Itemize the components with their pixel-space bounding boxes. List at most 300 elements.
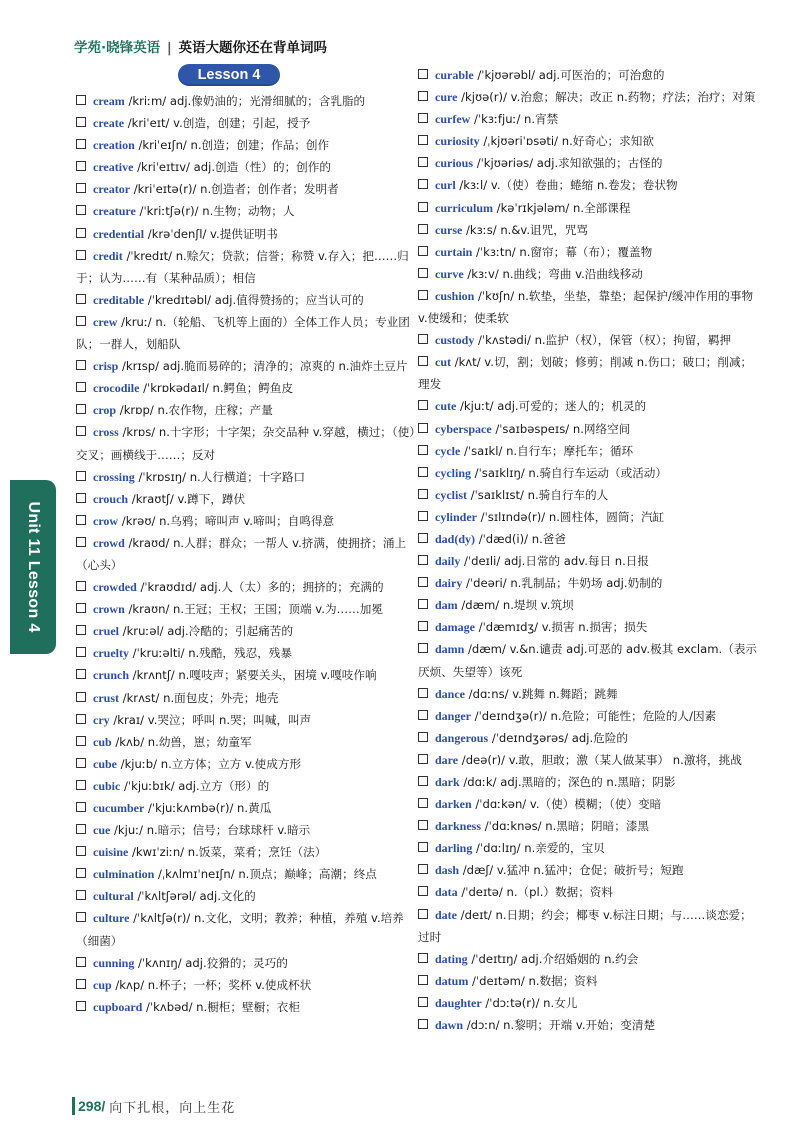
vocab-definition: /kriˈeɪtə(r)/ n.创造者；创作者；发明者 [130, 182, 339, 197]
vocab-word: crop [93, 403, 117, 418]
vocab-word: data [435, 885, 458, 900]
checkbox-icon[interactable] [76, 117, 86, 127]
vocab-word: cushion [435, 288, 475, 303]
checkbox-icon[interactable] [418, 423, 428, 433]
vocab-definition: /kruː/ n.（轮船、飞机等上面的）全体工作人员；专业团队；一群人，划船队 [76, 314, 410, 352]
vocab-entry [418, 638, 760, 682]
checkbox-icon[interactable] [76, 183, 86, 193]
vocab-definition: /kʌp/ n.杯子；一杯；奖杯 v.使成杯状 [111, 977, 312, 992]
vocab-definition: /ˈkjʊəriəs/ adj.求知欲强的；古怪的 [473, 156, 663, 171]
vocab-entry [418, 904, 760, 948]
checkbox-icon[interactable] [76, 846, 86, 856]
vocab-word: cute [435, 399, 457, 414]
checkbox-icon[interactable] [418, 820, 428, 830]
vocab-definition: /ˈkjuːbɪk/ adj.立方（形）的 [120, 778, 270, 793]
checkbox-icon[interactable] [418, 798, 428, 808]
checkbox-icon[interactable] [76, 581, 86, 591]
vocab-entry [76, 753, 418, 775]
checkbox-icon[interactable] [418, 909, 428, 919]
vocab-word: curtain [435, 244, 473, 259]
vocab-word: datum [435, 973, 469, 988]
vocab-entry [76, 200, 418, 222]
vocab-word: crowd [93, 535, 125, 550]
vocab-definition: /kriˈeɪʃn/ n.创造；创建；作品；创作 [134, 138, 330, 153]
vocab-entry [418, 749, 760, 771]
vocab-definition: /krɒp/ n.农作物，庄稼；产量 [116, 403, 273, 418]
vocab-definition: /kwɪˈziːn/ n.饭菜，菜肴；烹饪（法） [128, 845, 327, 860]
checkbox-icon[interactable] [76, 426, 86, 436]
vocab-definition: /kɜːv/ n.曲线；弯曲 v.沿曲线移动 [463, 266, 643, 281]
vocab-definition: /ˈkʌltʃə(r)/ n.文化，文明；教养；种植，养殖 v.培养（细菌） [76, 911, 404, 948]
checkbox-icon[interactable] [418, 157, 428, 167]
vocab-definition: /ˈdeɪndʒə(r)/ n.危险；可能性；危险的人/因素 [471, 708, 717, 723]
vocab-definition: /kʌb/ n.幼兽，崽；幼童军 [111, 734, 252, 749]
vocab-entry [418, 64, 760, 86]
checkbox-icon[interactable] [418, 997, 428, 1007]
checkbox-icon[interactable] [76, 736, 86, 746]
vocab-word: cylinder [435, 509, 477, 524]
vocab-definition: /krɒs/ n.十字形；十字架；杂交品种 v.穿越，横过；（使）交叉；画横线于……；反对 [76, 425, 416, 462]
checkbox-icon[interactable] [418, 1019, 428, 1029]
vocab-word: create [93, 116, 125, 131]
checkbox-icon[interactable] [418, 246, 428, 256]
vocab-word: darken [435, 797, 472, 812]
checkbox-icon[interactable] [418, 400, 428, 410]
vocab-entry [418, 130, 760, 152]
vocab-entry [76, 532, 418, 576]
vocab-entry [418, 837, 760, 859]
checkbox-icon[interactable] [418, 533, 428, 543]
vocab-entry [76, 642, 418, 664]
vocab-entry [76, 952, 418, 974]
vocab-entry [418, 484, 760, 506]
vocab-definition: /ˈkrɒkədaɪl/ n.鳄鱼；鳄鱼皮 [139, 381, 294, 396]
vocab-definition: /ˈkjuːkʌmbə(r)/ n.黄瓜 [144, 801, 272, 815]
vocab-entry [418, 771, 760, 793]
checkbox-icon[interactable] [76, 228, 86, 238]
vocab-word: cruel [93, 624, 119, 639]
vocab-entry [76, 797, 418, 819]
vocab-definition: /ˈkredɪtəbl/ adj.值得赞扬的；应当认可的 [144, 292, 364, 307]
vocab-entry [76, 90, 418, 112]
checkbox-icon[interactable] [418, 864, 428, 874]
vocab-definition: /ˈkʌstədi/ n.监护（权），保管（权）；拘留，羁押 [474, 333, 732, 348]
vocab-word: credential [93, 226, 145, 241]
vocab-definition: /ˈsɪlɪndə(r)/ n.圆柱体，圆筒；汽缸 [477, 509, 665, 524]
checkbox-icon[interactable] [418, 179, 428, 189]
vocab-definition: /dɑːns/ v.跳舞 n.舞蹈；跳舞 [465, 686, 618, 701]
vocab-entry [76, 819, 418, 841]
vocab-entry [76, 488, 418, 510]
vocab-word: dark [435, 775, 460, 789]
vocab-entry [418, 594, 760, 616]
vocab-word: cry [93, 712, 110, 727]
vocab-definition: /ˈdɑːlɪŋ/ n.亲爱的，宝贝 [472, 841, 605, 856]
word-list-left-column [76, 90, 418, 1018]
vocab-definition: /ˈdeɪndʒərəs/ adj.危险的 [488, 730, 628, 745]
vocab-definition: /ˈdɔːtə(r)/ n.女儿 [481, 995, 578, 1010]
checkbox-icon[interactable] [76, 537, 86, 547]
vocab-word: dash [435, 863, 460, 878]
checkbox-icon[interactable] [76, 294, 86, 304]
vocab-word: darling [435, 841, 473, 856]
vocab-word: cyberspace [435, 421, 492, 436]
vocab-word: dairy [435, 576, 463, 591]
checkbox-icon[interactable] [76, 139, 86, 149]
vocab-word: crow [93, 513, 119, 528]
vocab-entry [418, 572, 760, 594]
vocab-word: crust [93, 690, 119, 705]
vocab-entry [76, 974, 418, 996]
vocab-definition: /kɜːs/ n.&v.诅咒，咒骂 [462, 222, 589, 237]
checkbox-icon[interactable] [76, 890, 86, 900]
vocab-entry [76, 377, 418, 399]
vocab-definition: /dæm/ v.&n.谴责 adj.可恶的 adv.极其 exclam.（表示厌烦、失望等）该死 [418, 642, 758, 679]
vocab-entry [76, 355, 418, 377]
vocab-entry [76, 421, 418, 465]
vocab-word: creative [93, 160, 134, 175]
vocab-definition: /dæʃ/ v.猛冲 n.猛冲；仓促；破折号；短跑 [459, 863, 684, 878]
vocab-word: danger [435, 708, 471, 723]
vocab-entry [76, 731, 418, 753]
vocab-entry [418, 528, 760, 550]
vocab-entry [76, 996, 418, 1018]
vocab-definition: /ˈsaɪkl/ n.自行车；摩托车；循环 [460, 443, 634, 458]
vocab-definition: /kriːm/ adj.像奶油的；光滑细腻的；含乳脂的 [124, 94, 366, 108]
checkbox-icon[interactable] [76, 515, 86, 525]
vocab-word: cube [93, 756, 117, 771]
page-footer [72, 1094, 235, 1118]
vocab-word: crew [93, 314, 118, 329]
vocab-definition: /ˌkjʊəriˈɒsəti/ n.好奇心；求知欲 [479, 134, 654, 149]
vocab-entry [76, 664, 418, 686]
checkbox-icon[interactable] [418, 621, 428, 631]
checkbox-icon[interactable] [418, 268, 428, 278]
vocab-definition: /deə(r)/ v.敢，胆敢；激（某人做某事） n.激将，挑战 [458, 752, 742, 767]
vocab-word: curse [435, 222, 463, 237]
checkbox-icon[interactable] [418, 754, 428, 764]
vocab-entry [418, 705, 760, 727]
vocab-word: crossing [93, 469, 135, 484]
checkbox-icon[interactable] [76, 625, 86, 635]
checkbox-icon[interactable] [418, 467, 428, 477]
vocab-word: crouch [93, 491, 129, 506]
vocab-definition: /kraʊtʃ/ v.蹲下，蹲伏 [128, 491, 246, 506]
vocab-word: curable [435, 68, 474, 82]
vocab-definition: /kruːəl/ adj.冷酷的；引起痛苦的 [119, 624, 293, 639]
vocab-word: cyclist [435, 487, 467, 502]
checkbox-icon[interactable] [76, 957, 86, 967]
vocab-entry [76, 687, 418, 709]
header-separator: | [166, 40, 172, 56]
vocab-definition: /ˈkʌltʃərəl/ adj.文化的 [133, 889, 256, 904]
vocab-word: dangerous [435, 730, 489, 745]
checkbox-icon[interactable] [76, 161, 86, 171]
vocab-entry [418, 86, 760, 108]
vocab-definition: /kraɪ/ v.哭泣；呼叫 n.哭；叫喊，叫声 [109, 712, 312, 727]
checkbox-icon[interactable] [418, 69, 428, 79]
vocab-definition: /krəˈdenʃl/ v.提供证明书 [144, 226, 278, 241]
vocab-entry [76, 245, 418, 289]
checkbox-icon[interactable] [418, 577, 428, 587]
vocab-entry [418, 616, 760, 638]
vocab-word: crowded [93, 580, 137, 595]
checkbox-icon[interactable] [76, 316, 86, 326]
vocab-entry [418, 970, 760, 992]
vocab-entry [76, 178, 418, 200]
vocab-definition: /krʌst/ n.面包皮；外壳；地壳 [119, 690, 279, 705]
brand-name: 学苑·晓锋英语 [74, 40, 161, 56]
checkbox-icon[interactable] [418, 975, 428, 985]
page-number-slash: / [101, 1098, 106, 1114]
vocab-entry [76, 709, 418, 731]
checkbox-icon[interactable] [76, 404, 86, 414]
vocab-entry [418, 1014, 760, 1036]
vocab-entry [418, 351, 760, 395]
vocab-entry [418, 329, 760, 351]
header-title: 英语大题你还在背单词吗 [178, 40, 327, 56]
checkbox-icon[interactable] [418, 842, 428, 852]
checkbox-icon[interactable] [418, 91, 428, 101]
vocab-entry [418, 992, 760, 1014]
checkbox-icon[interactable] [76, 647, 86, 657]
vocab-definition: /ˈsaɪklɪŋ/ n.骑自行车运动（或活动） [471, 465, 667, 480]
vocab-definition: /ˌkʌlmɪˈneɪʃn/ n.顶点；巅峰；高潮；终点 [154, 867, 377, 882]
vocab-word: damage [435, 620, 475, 635]
vocab-definition: /kjuːb/ n.立方体；立方 v.使成方形 [117, 756, 302, 771]
vocab-definition: /ˈkriːtʃə(r)/ n.生物；动物；人 [135, 204, 295, 219]
vocab-word: cubic [93, 778, 121, 793]
vocab-word: curfew [435, 112, 471, 127]
vocab-definition: /ˈdeɪtəm/ n.数据；资料 [468, 973, 598, 988]
vocab-word: dating [435, 951, 468, 966]
vocab-word: dam [435, 598, 458, 613]
checkbox-icon[interactable] [418, 555, 428, 565]
vocab-entry [418, 815, 760, 837]
vocab-word: cross [93, 425, 119, 440]
vocab-definition: /ˈdæd(i)/ n.爸爸 [475, 531, 566, 546]
checkbox-icon[interactable] [76, 250, 86, 260]
vocab-word: cruelty [93, 646, 129, 661]
vocab-entry [418, 108, 760, 130]
vocab-word: cue [93, 823, 111, 838]
vocab-definition: /dɔːn/ n.黎明；开端 v.开始；变清楚 [463, 1018, 656, 1033]
checkbox-icon[interactable] [418, 489, 428, 499]
checkbox-icon[interactable] [76, 824, 86, 834]
vocab-definition: /ˈdɑːkən/ v.（使）模糊；（使）变暗 [471, 797, 662, 812]
vocab-definition: /ˈdeɪtɪŋ/ adj.介绍婚姻的 n.约会 [467, 951, 639, 966]
vocab-entry [418, 793, 760, 815]
vocab-definition: /krɪsp/ adj.脆而易碎的；清净的；凉爽的 n.油炸土豆片 [118, 359, 408, 374]
vocab-definition: /kʌt/ v.切，割；划破；修剪；削减 n.伤口；破口；削减；理发 [418, 355, 753, 392]
vocab-word: cupboard [93, 999, 143, 1014]
checkbox-icon[interactable] [76, 603, 86, 613]
vocab-word: custody [435, 333, 475, 348]
vocab-definition: /ˈdɑːknəs/ n.黑暗；阴暗；漆黑 [481, 819, 650, 834]
vocab-entry [418, 395, 760, 417]
vocab-definition: /dæm/ n.堤坝 v.筑坝 [457, 598, 574, 613]
vocab-entry [76, 156, 418, 178]
vocab-entry [418, 881, 760, 903]
checkbox-icon[interactable] [418, 688, 428, 698]
vocab-word: cycling [435, 465, 471, 480]
vocab-word: cunning [93, 955, 135, 970]
checkbox-icon[interactable] [76, 912, 86, 922]
vocab-word: cure [435, 90, 458, 105]
vocab-definition: /ˈkraʊdɪd/ adj.人（太）多的；拥挤的；充满的 [136, 580, 384, 595]
vocab-word: cut [435, 355, 451, 370]
vocab-definition: /ˈsaɪklɪst/ n.骑自行车的人 [467, 487, 609, 502]
vocab-entry [418, 440, 760, 462]
vocab-definition: /ˈkjʊərəbl/ adj.可医治的；可治愈的 [473, 68, 665, 82]
checkbox-icon[interactable] [76, 692, 86, 702]
vocab-entry [76, 863, 418, 885]
vocab-definition: /kjʊə(r)/ v.治愈；解决；改正 n.药物；疗法；治疗；对策 [457, 90, 756, 105]
vocab-word: creditable [93, 292, 145, 307]
checkbox-icon[interactable] [418, 599, 428, 609]
vocab-entry [418, 859, 760, 881]
vocab-definition: /kəˈrɪkjələm/ n.全部课程 [493, 200, 631, 215]
checkbox-icon[interactable] [418, 511, 428, 521]
vocab-definition: /krʌntʃ/ n.嘎吱声；紧要关头，困境 v.嘎吱作响 [129, 668, 377, 683]
vocab-word: dance [435, 686, 465, 701]
checkbox-icon[interactable] [418, 356, 428, 366]
vocab-entry [418, 418, 760, 440]
lesson-label: Lesson 4 [178, 64, 280, 86]
vocab-word: culmination [93, 867, 155, 882]
vocab-definition: /krəʊ/ n.乌鸦；啼叫声 v.啼叫；自鸣得意 [118, 513, 335, 528]
checkbox-icon[interactable] [76, 360, 86, 370]
word-list-right-column [418, 64, 760, 1036]
checkbox-icon[interactable] [76, 471, 86, 481]
vocab-entry [76, 598, 418, 620]
vocab-word: cycle [435, 443, 461, 458]
checkbox-icon[interactable] [418, 710, 428, 720]
footer-slogan: 向下扎根，向上生花 [109, 1100, 236, 1116]
vocab-word: curiosity [435, 134, 480, 149]
checkbox-icon[interactable] [418, 135, 428, 145]
vocab-entry [76, 841, 418, 863]
vocab-definition: /ˈsaɪbəspeɪs/ n.网络空间 [491, 421, 631, 436]
vocab-definition: /kriˈeɪtɪv/ adj.创造（性）的；创作的 [133, 160, 331, 175]
vocab-entry [76, 112, 418, 134]
vocab-word: curious [435, 156, 474, 171]
vocab-definition: /ˈkʌnɪŋ/ adj.狡猾的；灵巧的 [134, 955, 288, 970]
vocab-entry [418, 506, 760, 528]
vocab-word: cultural [93, 889, 134, 904]
checkbox-icon[interactable] [76, 714, 86, 724]
checkbox-icon[interactable] [76, 493, 86, 503]
vocab-definition: /dɑːk/ adj.黑暗的；深色的 n.黑暗；阴影 [459, 775, 676, 789]
checkbox-icon[interactable] [418, 643, 428, 653]
checkbox-icon[interactable] [418, 113, 428, 123]
checkbox-icon[interactable] [76, 802, 86, 812]
vocab-entry [418, 727, 760, 749]
checkbox-icon[interactable] [76, 95, 86, 105]
checkbox-icon[interactable] [76, 1001, 86, 1011]
checkbox-icon[interactable] [418, 953, 428, 963]
vocab-word: credit [93, 248, 123, 263]
vocab-word: crown [93, 602, 125, 617]
checkbox-icon[interactable] [418, 334, 428, 344]
vocab-word: damn [435, 642, 465, 657]
vocab-word: dawn [435, 1018, 464, 1033]
checkbox-icon[interactable] [76, 382, 86, 392]
vocab-word: daughter [435, 995, 482, 1010]
checkbox-icon[interactable] [76, 780, 86, 790]
vocab-definition: /ˈkɜːtn/ n.窗帘；幕（布）；覆盖物 [472, 244, 653, 259]
vocab-word: curl [435, 178, 456, 193]
page-header [74, 36, 327, 56]
vocab-entry [76, 399, 418, 421]
vocab-entry [76, 907, 418, 951]
vocab-definition: /ˈkʊʃn/ n.软垫，坐垫，靠垫；起保护/缓冲作用的事物 v.使缓和；使柔软 [418, 288, 754, 326]
page-number: 298 [78, 1098, 102, 1114]
vocab-entry [418, 462, 760, 484]
vocab-word: crunch [93, 668, 129, 683]
vocab-entry [418, 241, 760, 263]
vocab-definition: /ˈkruːəlti/ n.残酷，残忍，残暴 [128, 646, 292, 661]
vocab-entry [418, 948, 760, 970]
vocab-definition: /kraʊn/ n.王冠；王权；王国；顶端 v.为……加冕 [124, 602, 383, 617]
vocab-entry [76, 223, 418, 245]
checkbox-icon[interactable] [76, 205, 86, 215]
vocab-entry [76, 289, 418, 311]
vocab-entry [76, 775, 418, 797]
vocab-definition: /ˈdeɪtə/ n.（pl.）数据；资料 [457, 885, 613, 900]
vocab-entry [418, 219, 760, 241]
vocab-word: cub [93, 734, 112, 749]
checkbox-icon[interactable] [76, 758, 86, 768]
checkbox-icon[interactable] [418, 732, 428, 742]
vocab-entry [418, 285, 760, 329]
vocab-entry [76, 311, 418, 355]
vocab-word: curriculum [435, 200, 493, 215]
vocab-entry [76, 885, 418, 907]
vocab-definition: /kjuː/ n.暗示；信号；台球球杆 v.暗示 [110, 823, 311, 838]
vocab-word: daily [435, 554, 461, 569]
vocab-definition: /deɪt/ n.日期；约会；椰枣 v.标注日期；与……谈恋爱；过时 [418, 907, 752, 944]
vocab-entry [418, 174, 760, 196]
vocab-definition: /ˈkʌbəd/ n.橱柜；壁橱；衣柜 [142, 999, 300, 1014]
vocab-entry [76, 620, 418, 642]
vocab-entry [418, 550, 760, 572]
vocab-word: date [435, 907, 457, 922]
vocab-definition: /kraʊd/ n.人群；群众；一帮人 v.挤满，使拥挤；涌上（心头） [76, 535, 407, 572]
checkbox-icon[interactable] [76, 979, 86, 989]
vocab-definition: /ˈkɜːfjuː/ n.宵禁 [470, 112, 559, 127]
checkbox-icon[interactable] [418, 290, 428, 300]
vocab-entry [76, 510, 418, 532]
vocab-entry [418, 683, 760, 705]
vocab-word: curve [435, 266, 464, 281]
checkbox-icon[interactable] [418, 202, 428, 212]
checkbox-icon[interactable] [76, 868, 86, 878]
checkbox-icon[interactable] [418, 445, 428, 455]
vocab-entry [76, 466, 418, 488]
vocab-entry [418, 152, 760, 174]
checkbox-icon[interactable] [76, 669, 86, 679]
checkbox-icon[interactable] [418, 776, 428, 786]
vocab-word: crocodile [93, 381, 140, 396]
vocab-word: creator [93, 182, 131, 197]
vocab-definition: /kɜːl/ v.（使）卷曲；蜷缩 n.卷发；卷状物 [455, 178, 678, 193]
checkbox-icon[interactable] [418, 886, 428, 896]
unit-side-tab [10, 480, 56, 654]
checkbox-icon[interactable] [418, 224, 428, 234]
unit-side-tab-label: Unit 11 Lesson 4 [25, 501, 42, 633]
vocab-word: crisp [93, 359, 119, 374]
